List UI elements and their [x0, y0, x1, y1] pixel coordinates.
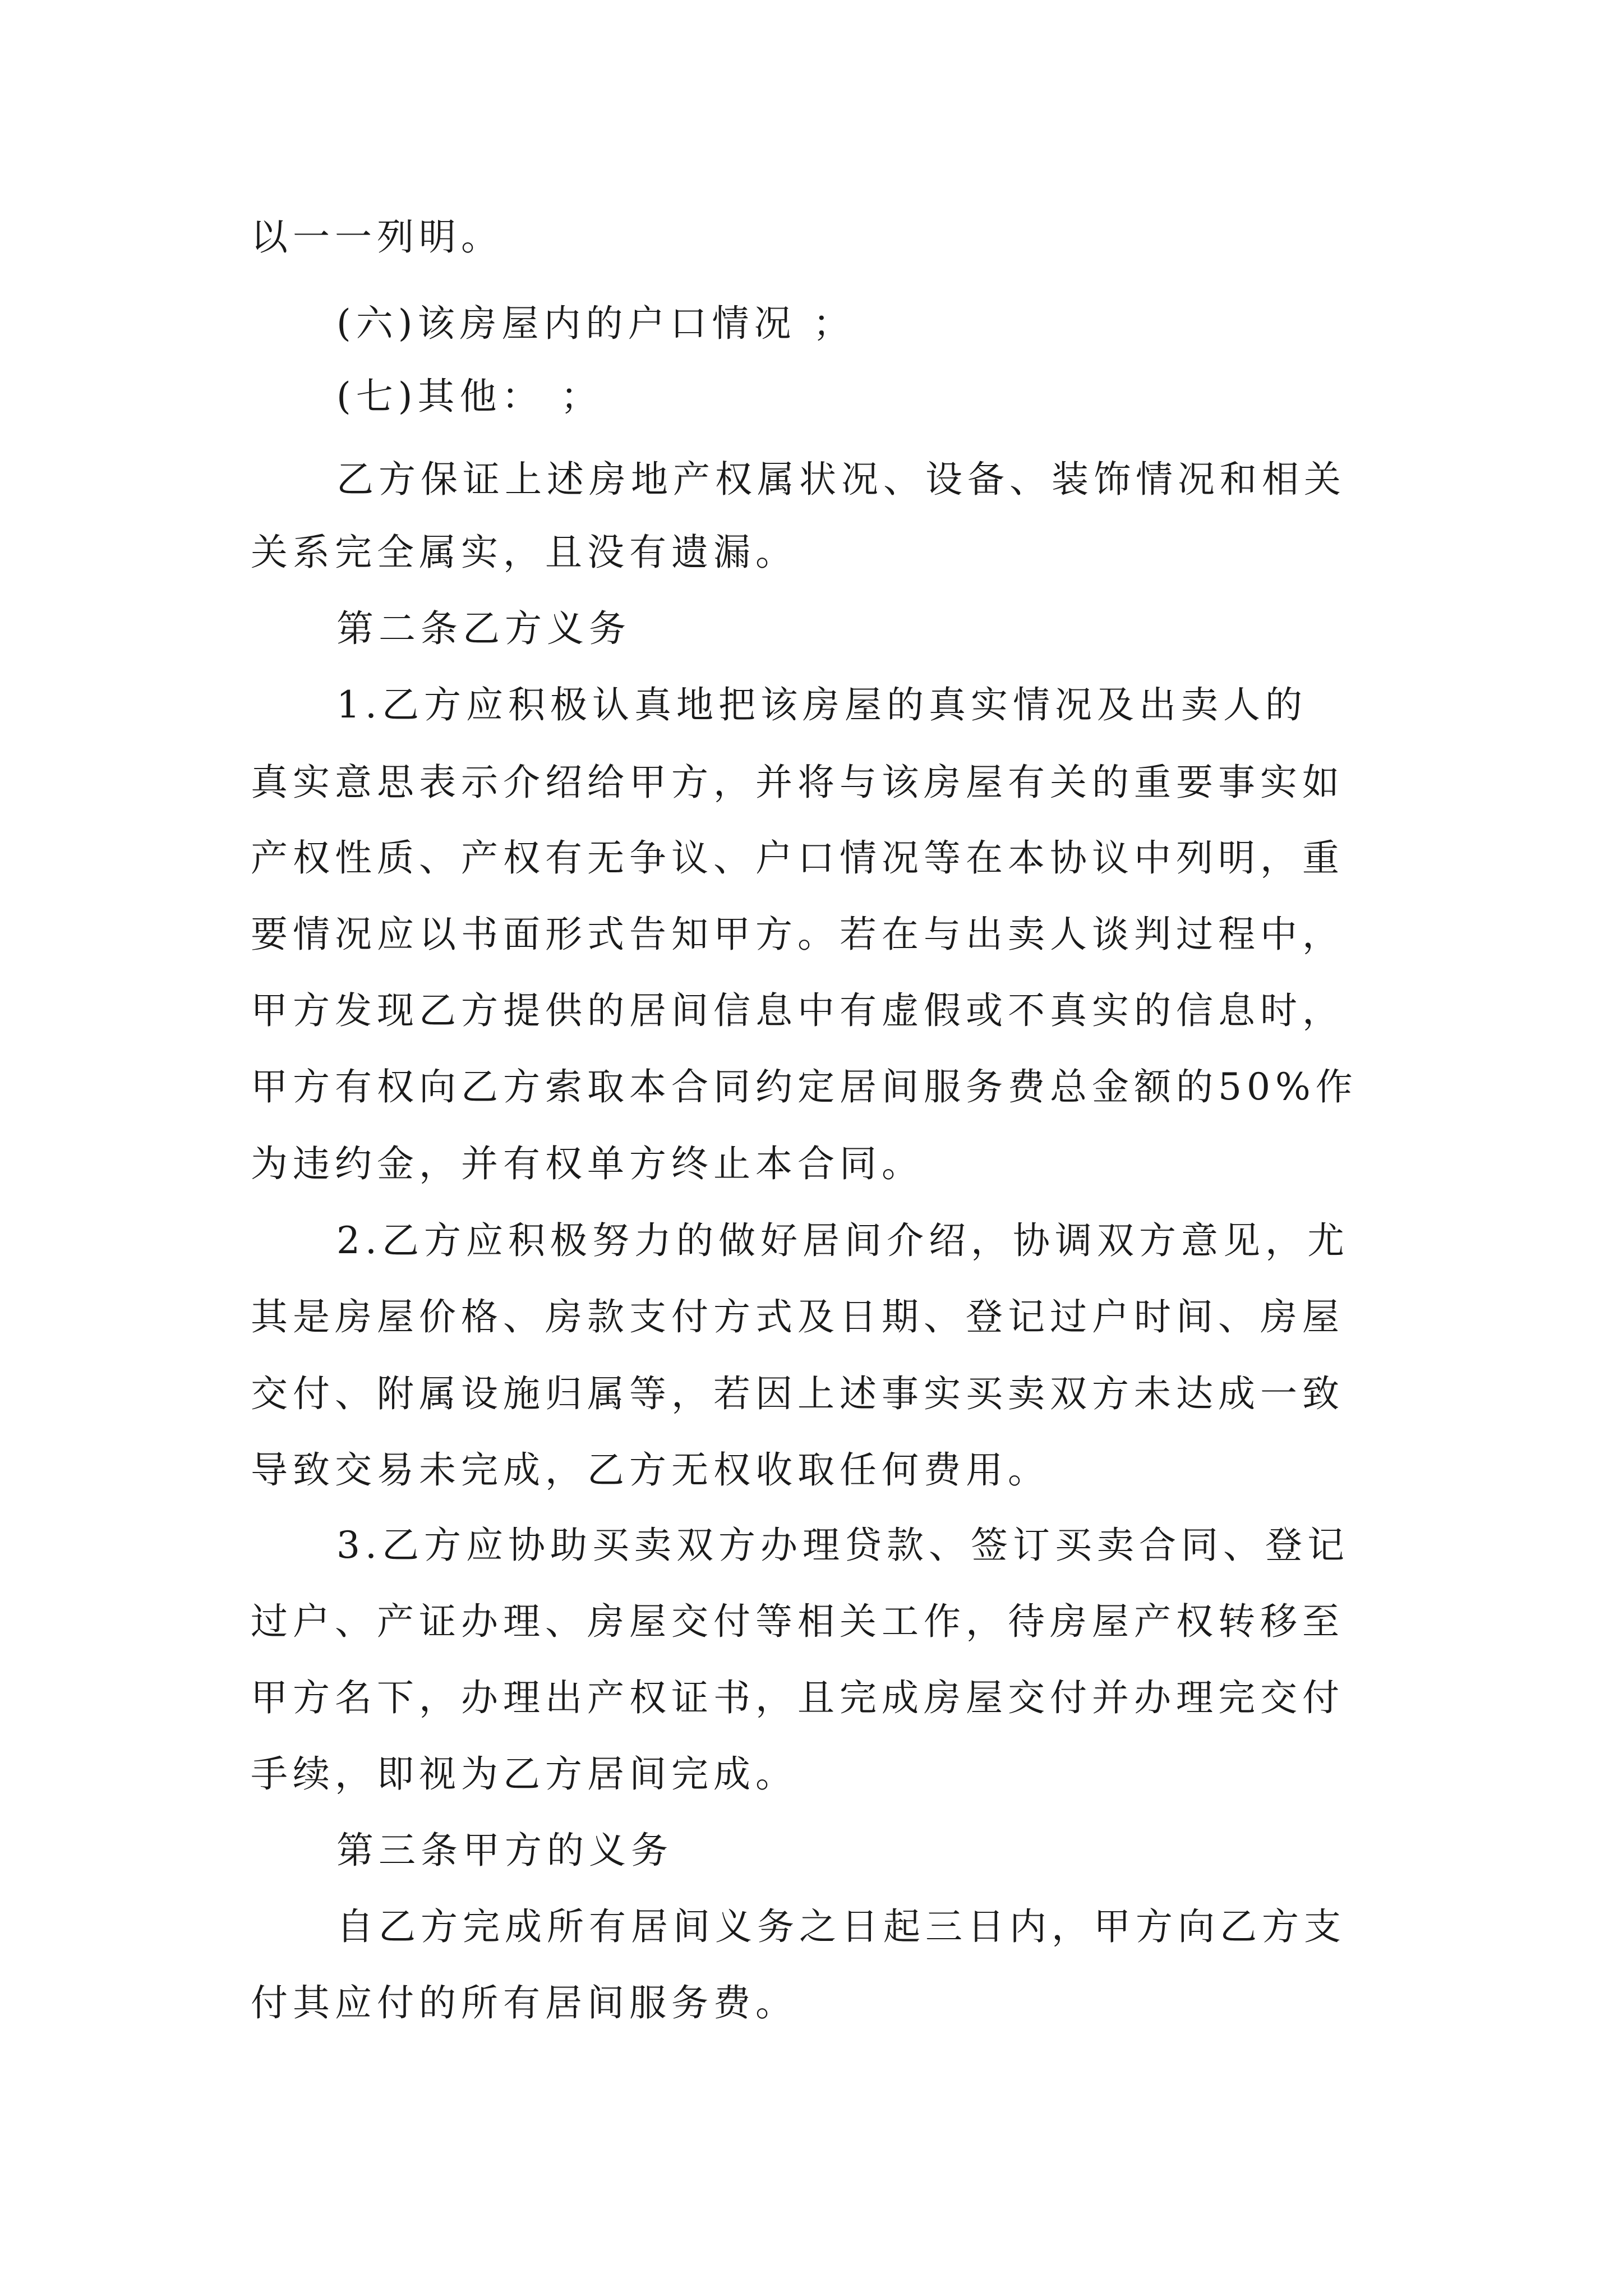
text-line: 乙方保证上述房地产权属状况、设备、装饰情况和相关 [336, 458, 1346, 501]
text-line: 3.乙方应协助买卖双方办理贷款、签订买卖合同、登记 [336, 1524, 1349, 1567]
text-line: 产权性质、产权有无争议、户口情况等在本协议中列明，重 [251, 836, 1344, 880]
text-line: 甲方发现乙方提供的居间信息中有虚假或不真实的信息时， [251, 989, 1344, 1032]
text-line: 过户、产证办理、房屋交付等相关工作，待房屋产权转移至 [251, 1600, 1344, 1643]
text-line: 甲方有权向乙方索取本合同约定居间服务费总金额的50%作 [251, 1065, 1358, 1108]
text-line: 以一一列明。 [251, 215, 503, 259]
text-line: 交付、附属设施归属等，若因上述事实买卖双方未达成一致 [251, 1372, 1344, 1415]
text-line: 自乙方完成所有居间义务之日起三日内，甲方向乙方支 [336, 1905, 1346, 1948]
text-line: 2.乙方应积极努力的做好居间介绍，协调双方意见，尤 [336, 1219, 1349, 1262]
text-line: 真实意思表示介绍给甲方，并将与该房屋有关的重要事实如 [251, 761, 1344, 804]
text-line: 关系完全属实，且没有遗漏。 [251, 531, 797, 574]
text-line: 甲方名下，办理出产权证书，且完成房屋交付并办理完交付 [251, 1676, 1344, 1719]
section-heading: 第三条甲方的义务 [336, 1829, 673, 1872]
text-line: 手续，即视为乙方居间完成。 [251, 1752, 797, 1796]
text-line: 1.乙方应积极认真地把该房屋的真实情况及出卖人的 [336, 683, 1307, 726]
text-line: 导致交易未完成，乙方无权收取任何费用。 [251, 1448, 1050, 1492]
text-line: (七)其他： ； [336, 375, 603, 418]
text-line: 其是房屋价格、房款支付方式及日期、登记过户时间、房屋 [251, 1295, 1344, 1338]
text-line: (六)该房屋内的户口情况 ； [336, 302, 855, 345]
text-line: 付其应付的所有居间服务费。 [251, 1981, 797, 2024]
text-line: 为违约金，并有权单方终止本合同。 [251, 1142, 924, 1185]
text-line: 要情况应以书面形式告知甲方。若在与出卖人谈判过程中， [251, 913, 1344, 956]
section-heading: 第二条乙方义务 [336, 607, 631, 650]
